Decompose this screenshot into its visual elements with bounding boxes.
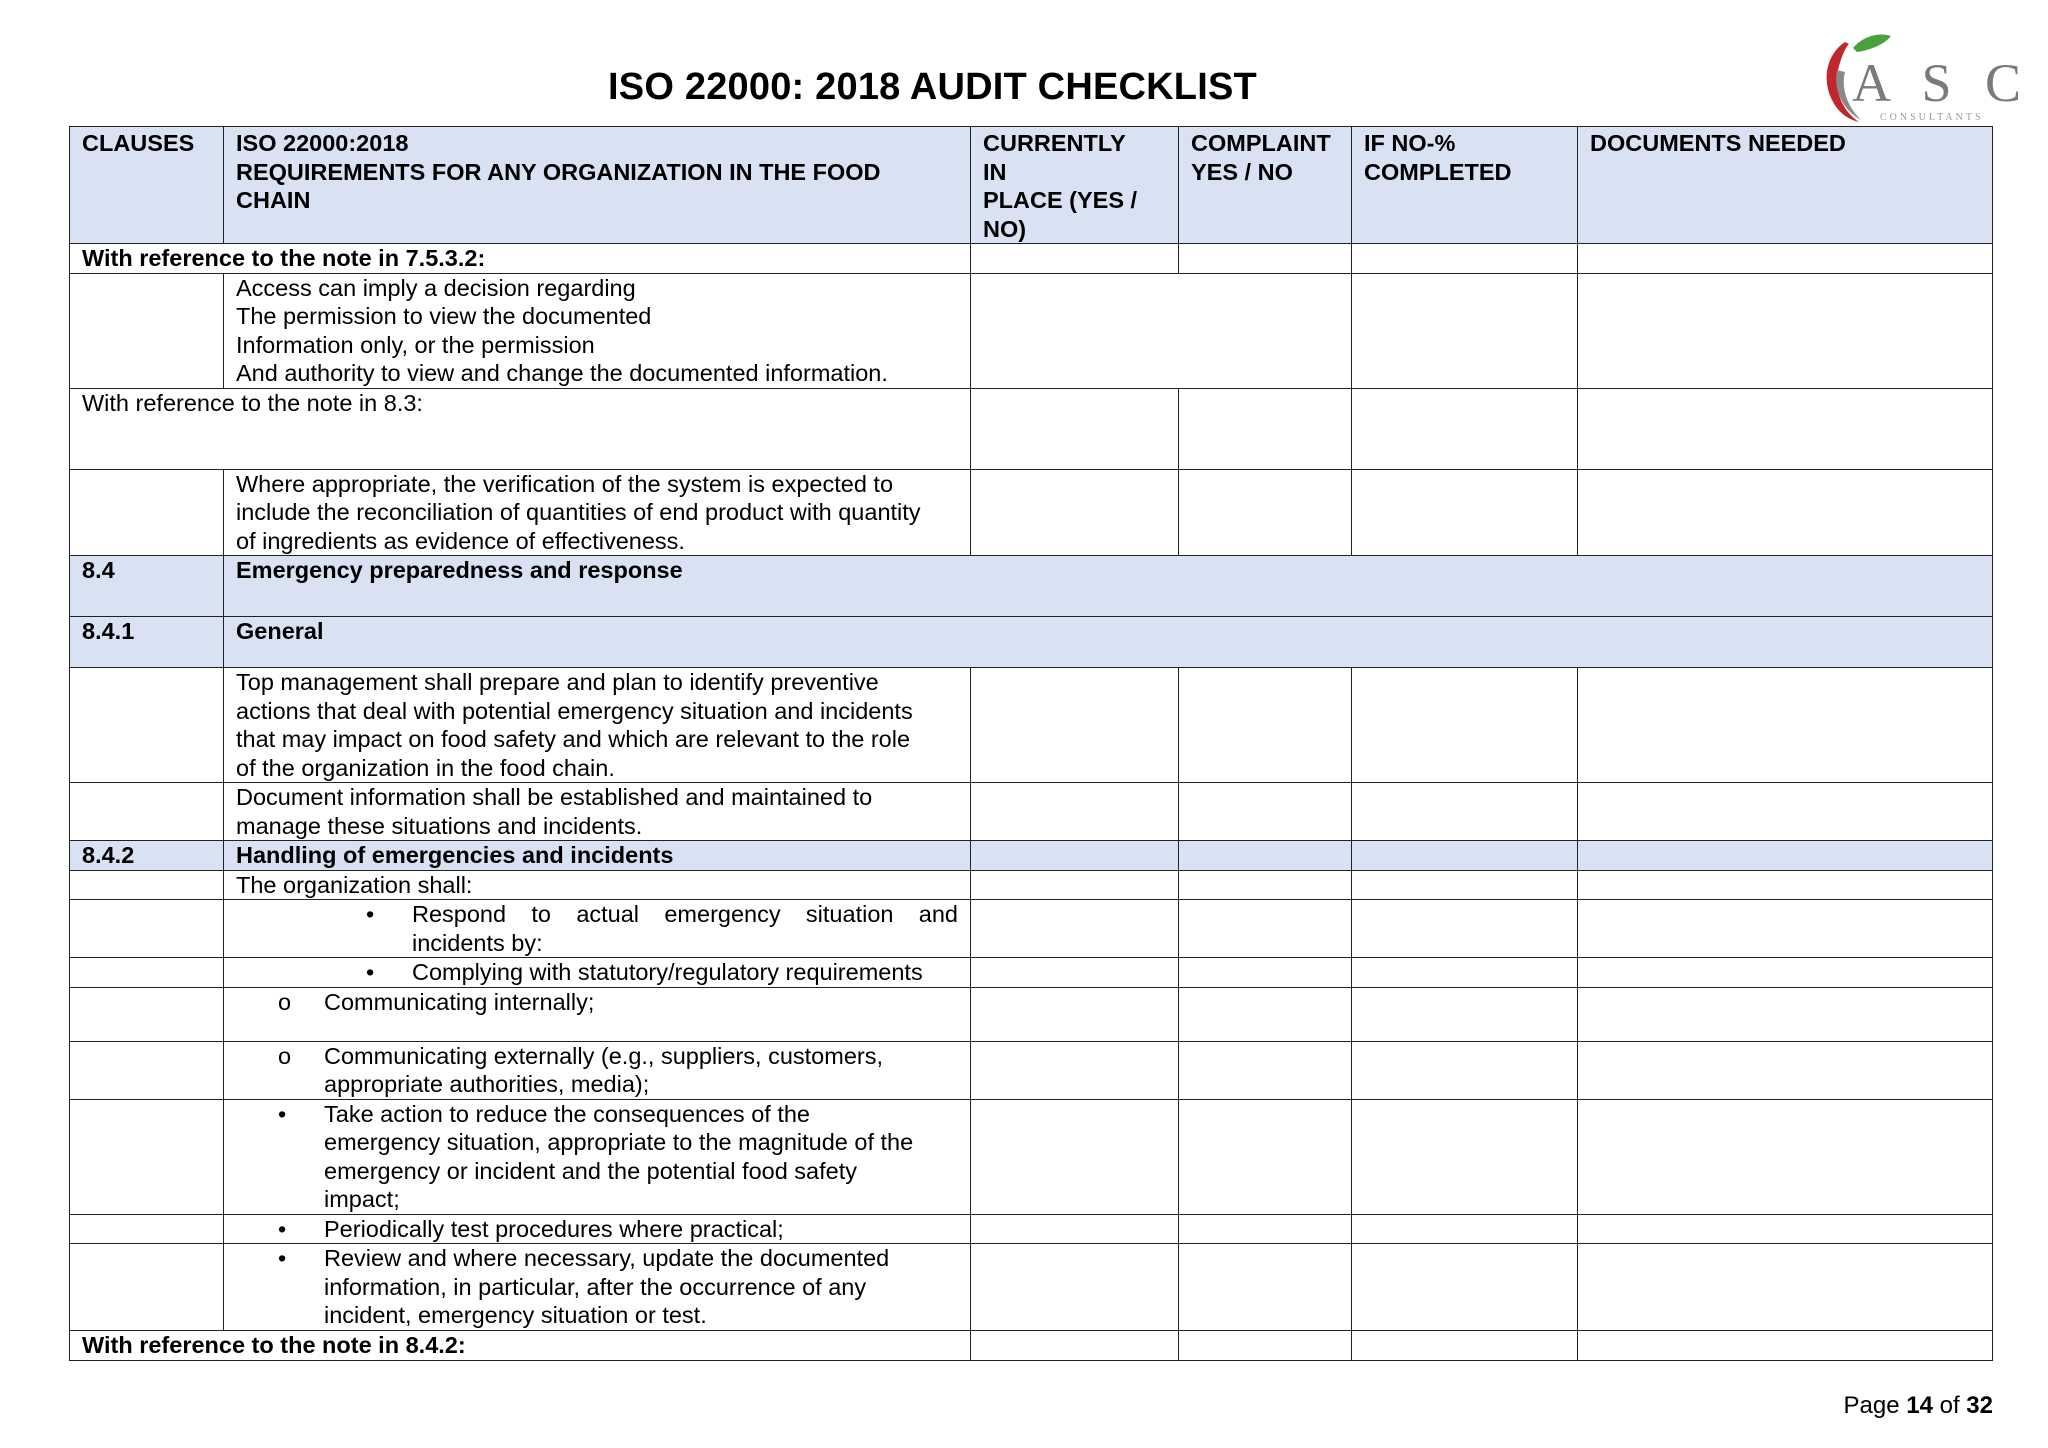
page-title: ISO 22000: 2018 AUDIT CHECKLIST (608, 66, 1257, 108)
logo-wordmark: A S C (1852, 53, 2032, 113)
cell-clause (70, 900, 224, 958)
cell-documents[interactable] (1578, 841, 1993, 871)
cell-complaint[interactable] (1179, 1041, 1352, 1099)
requirement-text: Where appropriate, the verification of the system is expected to include the reconciliation of quantities of end product with quantity of ingredients as evidence of effectiveness. (224, 469, 971, 556)
cell-if-no[interactable] (1352, 668, 1578, 783)
section-clause: 8.4 (70, 556, 224, 617)
cell-documents[interactable] (1578, 1244, 1993, 1331)
cell-documents[interactable] (1578, 273, 1993, 388)
cell-complaint[interactable] (1179, 469, 1352, 556)
cell-currently[interactable] (971, 841, 1179, 871)
cell-currently[interactable] (971, 668, 1179, 783)
cell-if-no[interactable] (1352, 1214, 1578, 1244)
cell-currently[interactable] (971, 244, 1179, 274)
header-complaint: COMPLAINT YES / NO (1179, 127, 1352, 244)
requirement-text: • Take action to reduce the consequences of the emergency situation, appropriate to the magnitude of the emergency or incident and the potential food safety impact; (224, 1099, 971, 1214)
cell-if-no[interactable] (1352, 1099, 1578, 1214)
cell-if-no[interactable] (1352, 841, 1578, 871)
cell-documents[interactable] (1578, 1099, 1993, 1214)
section-row (70, 617, 1993, 668)
cell-if-no[interactable] (1352, 870, 1578, 900)
cell-complaint[interactable] (1179, 870, 1352, 900)
cell-clause (70, 1041, 224, 1099)
requirement-text: Top management shall prepare and plan to identify preventive actions that deal with potential emergency situation and incidents that may impact on food safety and which are relevant to the role of the organization in the food chain. (224, 668, 971, 783)
cell-if-no[interactable] (1352, 1041, 1578, 1099)
cell-currently[interactable] (971, 870, 1179, 900)
bullet-icon: • (278, 1215, 287, 1242)
requirement-text: • Respond to actual emergency situation and incidents by: (224, 900, 971, 958)
header-clauses: CLAUSES (70, 127, 224, 244)
requirement-text: o Communicating internally; (224, 987, 971, 1041)
cell-complaint[interactable] (1179, 783, 1352, 841)
cell-complaint[interactable] (1179, 958, 1352, 988)
cell-complaint[interactable] (1179, 1244, 1352, 1331)
cell-if-no[interactable] (1352, 244, 1578, 274)
cell-complaint[interactable] (1179, 388, 1352, 469)
bullet-icon: • (366, 959, 375, 985)
cell-currently[interactable] (971, 469, 1179, 556)
hollow-bullet-icon: o (278, 988, 292, 1015)
cell-clause (70, 668, 224, 783)
cell-currently[interactable] (971, 1244, 1179, 1331)
cell-currently[interactable] (971, 987, 1179, 1041)
cell-documents[interactable] (1578, 783, 1993, 841)
audit-checklist-table (69, 126, 1993, 1361)
table-row (70, 1244, 1993, 1331)
table-row (70, 388, 1993, 469)
cell-clause (70, 783, 224, 841)
note-reference: With reference to the note in 8.4.2: (70, 1331, 971, 1361)
requirement-text: • Complying with statutory/regulatory requirements (224, 958, 971, 988)
header-currently-in-place: CURRENTLY IN PLACE (YES / NO) (971, 127, 1179, 244)
logo-subtext: CONSULTANTS (1880, 112, 1984, 123)
cell-documents[interactable] (1578, 1214, 1993, 1244)
cell-currently[interactable] (971, 1041, 1179, 1099)
cell-complaint[interactable] (1179, 244, 1352, 274)
cell-documents[interactable] (1578, 244, 1993, 274)
bullet-icon: • (366, 901, 375, 927)
table-row (70, 1214, 1993, 1244)
table-row (70, 987, 1993, 1041)
section-clause: 8.4.1 (70, 617, 224, 668)
cell-documents[interactable] (1578, 668, 1993, 783)
table-header-row (70, 127, 1993, 244)
table-row (70, 870, 1993, 900)
cell-clause (70, 1214, 224, 1244)
cell-documents[interactable] (1578, 1331, 1993, 1361)
cell-clause (70, 469, 224, 556)
cell-currently[interactable] (971, 1331, 1179, 1361)
cell-currently-complaint[interactable] (971, 273, 1352, 388)
cell-documents[interactable] (1578, 469, 1993, 556)
cell-currently[interactable] (971, 958, 1179, 988)
cell-if-no[interactable] (1352, 783, 1578, 841)
table-row (70, 783, 1993, 841)
header-requirements: ISO 22000:2018 REQUIREMENTS FOR ANY ORGANIZATION IN THE FOOD CHAIN (224, 127, 971, 244)
cell-complaint[interactable] (1179, 1331, 1352, 1361)
bullet-icon: • (278, 1245, 287, 1271)
bullet-icon: • (278, 1100, 287, 1127)
cell-if-no[interactable] (1352, 900, 1578, 958)
table-row (70, 469, 1993, 556)
cell-complaint[interactable] (1179, 668, 1352, 783)
cell-if-no[interactable] (1352, 469, 1578, 556)
cell-if-no[interactable] (1352, 388, 1578, 469)
section-title: Handling of emergencies and incidents (224, 841, 971, 871)
cell-if-no[interactable] (1352, 273, 1578, 388)
section-row (70, 841, 1993, 871)
table-row (70, 1041, 1993, 1099)
cell-clause (70, 958, 224, 988)
section-title: General (224, 617, 1993, 668)
section-title: Emergency preparedness and response (224, 556, 1993, 617)
cell-clause (70, 987, 224, 1041)
requirement-text: • Review and where necessary, update the documented information, in particular, after the occurrence of any incident, emergency situation or test. (224, 1244, 971, 1331)
requirement-text: • Periodically test procedures where practical; (224, 1214, 971, 1244)
cell-if-no[interactable] (1352, 987, 1578, 1041)
table-row (70, 1099, 1993, 1214)
cell-complaint[interactable] (1179, 1214, 1352, 1244)
cell-clause (70, 273, 224, 388)
cell-documents[interactable] (1578, 870, 1993, 900)
cell-complaint[interactable] (1179, 900, 1352, 958)
cell-clause (70, 1244, 224, 1331)
cell-clause (70, 870, 224, 900)
requirement-text: Document information shall be established and maintained to manage these situations and incidents. (224, 783, 971, 841)
table-row (70, 900, 1993, 958)
header-documents-needed: DOCUMENTS NEEDED (1578, 127, 1993, 244)
header-if-no-completed: IF NO-% COMPLETED (1352, 127, 1578, 244)
cell-currently[interactable] (971, 783, 1179, 841)
cell-currently[interactable] (971, 1214, 1179, 1244)
table-row (70, 958, 1993, 988)
cell-complaint[interactable] (1179, 841, 1352, 871)
cell-complaint[interactable] (1179, 987, 1352, 1041)
cell-if-no[interactable] (1352, 958, 1578, 988)
cell-complaint[interactable] (1179, 1099, 1352, 1214)
section-row (70, 556, 1993, 617)
cell-currently[interactable] (971, 1099, 1179, 1214)
cell-documents[interactable] (1578, 1041, 1993, 1099)
cell-currently[interactable] (971, 900, 1179, 958)
page-number: Page 14 of 32 (1843, 1392, 1993, 1419)
cell-documents[interactable] (1578, 987, 1993, 1041)
table-row (70, 273, 1993, 388)
requirement-text: o Communicating externally (e.g., suppliers, customers, appropriate authorities, media); (224, 1041, 971, 1099)
note-reference: With reference to the note in 8.3: (70, 388, 971, 469)
cell-documents[interactable] (1578, 388, 1993, 469)
cell-documents[interactable] (1578, 900, 1993, 958)
cell-if-no[interactable] (1352, 1244, 1578, 1331)
section-clause: 8.4.2 (70, 841, 224, 871)
cell-clause (70, 1099, 224, 1214)
cell-documents[interactable] (1578, 958, 1993, 988)
table-row (70, 668, 1993, 783)
requirement-text: Access can imply a decision regarding The permission to view the documented Information only, or the permission And authority to view and change the documented information. (224, 273, 971, 388)
cell-if-no[interactable] (1352, 1331, 1578, 1361)
hollow-bullet-icon: o (278, 1042, 292, 1069)
cell-currently[interactable] (971, 388, 1179, 469)
table-row (70, 244, 1993, 274)
requirement-text: The organization shall: (224, 870, 971, 900)
table-row (70, 1331, 1993, 1361)
note-reference: With reference to the note in 7.5.3.2: (70, 244, 971, 274)
